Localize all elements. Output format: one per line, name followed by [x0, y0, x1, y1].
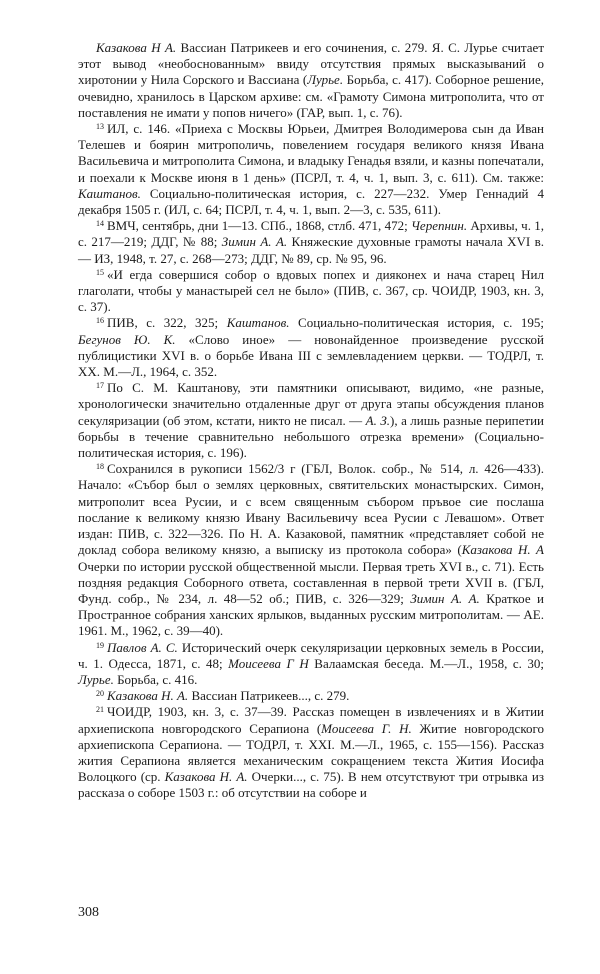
footnote-text: Архивы, ч. 1, с. 217—219; ДДГ, № 88;	[78, 218, 544, 250]
footnote-text: «И егда совершися собор о вдовых попех и дияконех и нача старец Нил глаголати, чтобы у манастырей сел не было» (ПИВ, с. 367, ср. ЧОИДР, 1903, кн. 3, с. 37).	[78, 266, 544, 315]
footnote-text: Борьба, с. 417). Соборное решение, очевидно, хранилось в Царском архиве: см. «Грамоту Симона митрополита, что от поставления не имати у попов ничего» (ГАР, вып. 1, с. 76).	[78, 72, 544, 120]
page-number: 308	[78, 905, 99, 920]
footnote-17	[78, 380, 544, 461]
author-name: Казакова Н А.	[96, 40, 177, 55]
footnote-number: 14	[96, 219, 104, 229]
footnote-text: По С. М. Каштанову, эти памятники описывают, видимо, «не разные, хронологически значительно отдаленные друг от друга этапы обсуждения планов секуляризации (об этом, кстати, никто не писал. —	[78, 380, 544, 428]
footnote-number: 21	[96, 705, 104, 715]
footnote-number: 15	[96, 267, 104, 277]
footnote-text: ИЛ, с. 146. «Приеха с Москвы Юрьеи, Дмитрея Володимерова сын да Иван Телешев и боярин митрополичь, повелением государя великого князя Ивана Васильевича и митрополита Симона, и владыку Генадья взяли, и казны попечатали, и поехали к Москве июня в 1 день» (ПСРЛ, т. 4, ч. 1, вып. 3, с. 611). См. также:	[78, 121, 544, 185]
footnote-text: Житие новгородского архиепископа Серапиона. — ТОДРЛ, т. XXI. М.—Л., 1965, с. 155—156). Рассказ жития Серапиона является механическим сокращением текста Жития Иосифа Волоцкого (ср.	[78, 720, 544, 785]
footnote-text: Исторический очерк секуляризации церковных земель в России, ч. 1. Одесса, 1871, с. 48;	[78, 639, 544, 671]
author-name: Моисеева Г Н	[228, 655, 309, 671]
footnote-13	[78, 121, 544, 218]
footnote-text: «Слово иное» — новонайденное произведение русской публицистики XVI в. о борьбе Ивана III с землевладением церкви. — ТОДРЛ, т. XX. М.—Л., 1964, с. 352.	[78, 331, 544, 380]
footnote-number: 17	[96, 381, 104, 391]
footnote-16	[78, 315, 544, 380]
author-name: А. З.	[365, 412, 391, 428]
footnote-text: Социально-политическая история, с. 195;	[289, 315, 544, 331]
author-name: Казакова Н. А	[461, 542, 544, 558]
footnote-14	[78, 218, 544, 267]
footnote-21	[78, 704, 544, 801]
footnote-text: ПИВ, с. 322, 325;	[107, 315, 227, 331]
footnote-text: ), а лишь разные перипетии борьбы в течение сравнительно небольшого отрезка времени» (Социально-политическая история, с. 196).	[78, 412, 544, 461]
author-name: Бегунов Ю. К.	[78, 331, 176, 347]
footnote-number: 16	[96, 316, 104, 326]
footnote-15	[78, 267, 544, 316]
footnote-18	[78, 461, 544, 639]
footnote-text: Вассиан Патрикеев..., с. 279.	[188, 688, 350, 704]
footnote-text: ВМЧ, сентябрь, дни 1—13. СПб., 1868, стлб. 471, 472;	[107, 218, 411, 234]
footnote-text: Очерки..., с. 75). В нем отсутствуют три отрывка из рассказа о соборе 1503 г.: об отсутствии на соборе и	[78, 769, 544, 801]
author-name: Каштанов.	[78, 185, 141, 201]
footnote-text: Валаамская беседа. М.—Л., 1958, с. 30;	[308, 655, 544, 671]
footnote-text: Очерки по истории русской общественной мысли. Первая треть XVI в., с. 71). Есть поздняя редакция Соборного ответа, составленная в первой трети XVII в. (ГБЛ, Фунд. собр., № 234, л. 48—52 об.; ПИВ, с. 326—329;	[78, 558, 544, 606]
footnote-number: 13	[96, 122, 104, 132]
footnote-number: 19	[96, 640, 104, 650]
author-name: Казакова Н. А.	[164, 769, 248, 785]
footnote-text: Краткое и Пространное собрания ханских ярлыков, выданных русским митрополитам. — АЕ. 1961. М., 1962, с. 39—40).	[78, 590, 545, 639]
footnote-text: ЧОИДР, 1903, кн. 3, с. 37—39. Рассказ помещен в извлечениях и в Житии архиепископа новгородского Серапиона (	[78, 704, 544, 736]
footnote-text: Вассиан Патрикеев и его сочинения, с. 279. Я. С. Лурье считает этот вывод «необоснованным» ввиду отсутствия прямых высказываний о хиротонии у Нила Сорского и Вассиана (	[78, 40, 544, 88]
footnote-text: Социально-политическая история, с. 227—232. Умер Геннадий 4 декабря 1505 г. (ИЛ, с. 64; ПСРЛ, т. 4, ч. 1, вып. 2—3, с. 535, 611).	[78, 185, 544, 218]
footnote-19	[78, 640, 544, 689]
footnote-number: 20	[96, 689, 104, 699]
author-name: Зимин А. А.	[221, 234, 288, 250]
author-name: Моисеева Г. Н.	[321, 720, 412, 736]
footnote-text: Борьба, с. 416.	[113, 671, 198, 687]
author-name: Зимин А. А.	[410, 590, 480, 606]
author-name: Черепнин.	[410, 218, 468, 234]
author-name: Каштанов.	[226, 315, 290, 331]
footnotes-block	[78, 40, 544, 802]
footnote-number: 18	[96, 462, 104, 472]
author-name: Павлов А. С.	[107, 639, 178, 655]
footnote-12-continuation	[78, 40, 544, 121]
author-name: Казакова Н. А.	[107, 688, 189, 704]
author-name: Лурье.	[307, 72, 344, 88]
footnote-text: Сохранился в рукописи 1562/3 г (ГБЛ, Волок. собр., № 514, л. 426—433). Начало: «Събор был о землях церковных, святительских монастырских. Симон, митрополит всеа Русии, и с всем священным събором пръвое сие послаша послание к великому князю Ивану Васильевичу всеа Русии с Левашом». Ответ издан: ПИВ, с. 322—326. По Н. А. Казаковой, памятник «представляет собой не доклад собора великому князю, а выписку из протокола собора» (	[78, 461, 544, 558]
footnote-text: Княжеские духовные грамоты начала XVI в. — ИЗ, 1948, т. 27, с. 268—273; ДДГ, № 89, ср. № 95, 96.	[78, 234, 545, 266]
author-name: Лурье.	[78, 671, 114, 687]
footnote-20	[78, 688, 544, 704]
